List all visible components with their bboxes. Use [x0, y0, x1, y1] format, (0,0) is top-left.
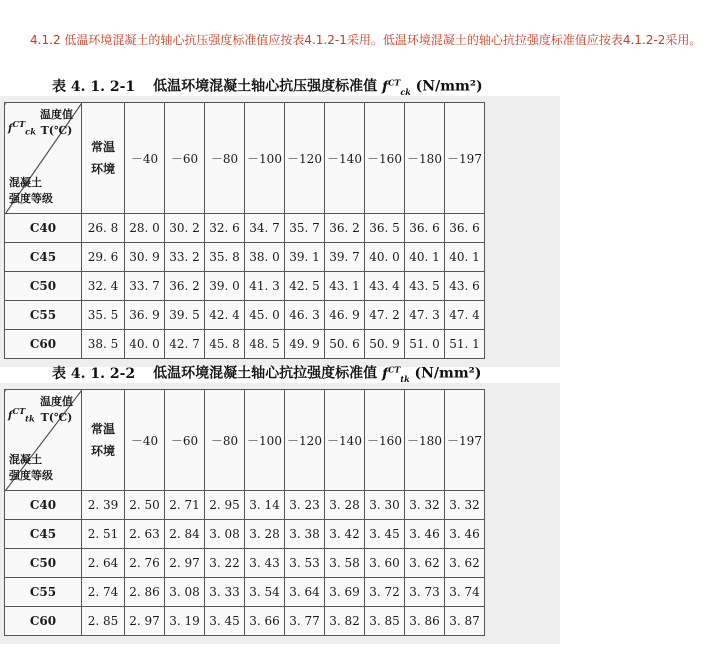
room-line: 常温	[90, 140, 115, 154]
temp-header: －140	[325, 103, 365, 214]
temp-header: －100	[245, 390, 285, 491]
temp-header: －60	[165, 390, 205, 491]
grade-cell: C45	[5, 520, 82, 549]
value-cell: 3. 64	[285, 578, 325, 607]
table-row	[5, 330, 485, 359]
value-cell: 45. 8	[205, 330, 245, 359]
temp-header: －80	[205, 390, 245, 491]
corner-line: 强度等级	[9, 469, 53, 482]
value-cell: 2. 71	[165, 491, 205, 520]
value-cell: 26. 8	[82, 214, 125, 243]
temp-header: －120	[285, 103, 325, 214]
data-table	[4, 389, 485, 636]
value-cell: 3. 62	[405, 549, 445, 578]
corner-line: T(℃)	[40, 411, 73, 424]
value-cell: 3. 32	[445, 491, 485, 520]
grade-cell: C55	[5, 301, 82, 330]
value-cell: 3. 85	[365, 607, 405, 636]
value-cell: 2. 63	[125, 520, 165, 549]
corner-line: 混凝土	[9, 453, 42, 466]
temp-header: －60	[165, 103, 205, 214]
value-cell: 32. 4	[82, 272, 125, 301]
strength-symbol: $f^{CT}_{ck}$	[8, 119, 36, 137]
value-cell: 33. 2	[165, 243, 205, 272]
value-cell: 36. 2	[325, 214, 365, 243]
value-cell: 3. 14	[245, 491, 285, 520]
corner-line: 温度值	[40, 108, 73, 121]
value-cell: 40. 0	[365, 243, 405, 272]
value-cell: 3. 82	[325, 607, 365, 636]
grade-cell: C50	[5, 549, 82, 578]
value-cell: 3. 46	[405, 520, 445, 549]
data-table	[4, 102, 485, 359]
grade-cell: C60	[5, 330, 82, 359]
corner-line: T(℃)	[40, 124, 73, 137]
temp-header: －80	[205, 103, 245, 214]
temp-header: －180	[405, 103, 445, 214]
value-cell: 3. 08	[205, 520, 245, 549]
value-cell: 3. 23	[285, 491, 325, 520]
corner-line: 强度等级	[9, 192, 53, 205]
value-cell: 36. 6	[445, 214, 485, 243]
value-cell: 29. 6	[82, 243, 125, 272]
value-cell: 48. 5	[245, 330, 285, 359]
temp-header: －40	[125, 390, 165, 491]
value-cell: 40. 1	[445, 243, 485, 272]
value-cell: 2. 86	[125, 578, 165, 607]
grade-cell: C60	[5, 607, 82, 636]
value-cell: 3. 62	[445, 549, 485, 578]
room-line: 环境	[90, 162, 115, 176]
value-cell: 43. 1	[325, 272, 365, 301]
grade-cell: C50	[5, 272, 82, 301]
table-block	[0, 70, 560, 367]
temp-header: －197	[445, 390, 485, 491]
value-cell: 2. 50	[125, 491, 165, 520]
value-cell: 51. 0	[405, 330, 445, 359]
value-cell: 2. 84	[165, 520, 205, 549]
value-cell: 50. 9	[365, 330, 405, 359]
value-cell: 3. 54	[245, 578, 285, 607]
value-cell: 39. 5	[165, 301, 205, 330]
value-cell: 35. 7	[285, 214, 325, 243]
value-cell: 3. 45	[205, 607, 245, 636]
value-cell: 36. 6	[405, 214, 445, 243]
value-cell: 36. 2	[165, 272, 205, 301]
value-cell: 39. 7	[325, 243, 365, 272]
room-temp-header	[82, 390, 125, 491]
value-cell: 3. 77	[285, 607, 325, 636]
value-cell: 2. 64	[82, 549, 125, 578]
table-row	[5, 578, 485, 607]
value-cell: 30. 9	[125, 243, 165, 272]
value-cell: 3. 42	[325, 520, 365, 549]
table-number: 表 4. 1. 2-2	[52, 365, 136, 382]
temp-header: －100	[245, 103, 285, 214]
value-cell: 3. 33	[205, 578, 245, 607]
corner-line: 混凝土	[9, 176, 42, 189]
temp-header: －120	[285, 390, 325, 491]
value-cell: 3. 69	[325, 578, 365, 607]
temp-header: －197	[445, 103, 485, 214]
value-cell: 45. 0	[245, 301, 285, 330]
strength-symbol: $f^{CT}_{tk}$	[382, 364, 410, 384]
value-cell: 32. 6	[205, 214, 245, 243]
table-title-text: 低温环境混凝土轴心抗压强度标准值	[153, 78, 383, 95]
table-row	[5, 272, 485, 301]
value-cell: 35. 8	[205, 243, 245, 272]
corner-header	[5, 103, 82, 214]
temp-header: －160	[365, 103, 405, 214]
value-cell: 3. 74	[445, 578, 485, 607]
value-cell: 41. 3	[245, 272, 285, 301]
temp-header: －140	[325, 390, 365, 491]
value-cell: 33. 7	[125, 272, 165, 301]
temp-header: －180	[405, 390, 445, 491]
value-cell: 36. 9	[125, 301, 165, 330]
table-title-text: 低温环境混凝土轴心抗拉强度标准值	[153, 365, 383, 382]
room-line: 常温	[90, 422, 115, 436]
value-cell: 43. 6	[445, 272, 485, 301]
value-cell: 47. 4	[445, 301, 485, 330]
value-cell: 3. 28	[325, 491, 365, 520]
corner-grade-label	[9, 175, 53, 207]
table-row	[5, 301, 485, 330]
value-cell: 3. 45	[365, 520, 405, 549]
corner-temp-label	[40, 107, 73, 139]
value-cell: 39. 0	[205, 272, 245, 301]
value-cell: 3. 19	[165, 607, 205, 636]
intro-paragraph: 4.1.2 低温环境混凝土的轴心抗压强度标准值应按表4.1.2-1采用。低温环境混凝土的轴心抗拉强度标准值应按表4.1.2-2采用。	[30, 33, 702, 47]
temp-header: －40	[125, 103, 165, 214]
value-cell: 3. 32	[405, 491, 445, 520]
grade-cell: C55	[5, 578, 82, 607]
room-temp-header	[82, 103, 125, 214]
corner-header	[5, 390, 82, 491]
strength-symbol: $f^{CT}_{ck}$	[382, 77, 411, 97]
value-cell: 50. 6	[325, 330, 365, 359]
value-cell: 3. 43	[245, 549, 285, 578]
table-row	[5, 214, 485, 243]
value-cell: 2. 95	[205, 491, 245, 520]
value-cell: 39. 1	[285, 243, 325, 272]
value-cell: 3. 38	[285, 520, 325, 549]
corner-temp-label	[40, 394, 73, 426]
table-row	[5, 520, 485, 549]
value-cell: 2. 76	[125, 549, 165, 578]
value-cell: 2. 97	[125, 607, 165, 636]
value-cell: 43. 4	[365, 272, 405, 301]
temp-header: －160	[365, 390, 405, 491]
corner-line: 温度值	[40, 395, 73, 408]
table-row	[5, 491, 485, 520]
table-unit: (N/mm²)	[409, 365, 482, 382]
table-unit: (N/mm²)	[410, 78, 483, 95]
value-cell: 38. 5	[82, 330, 125, 359]
value-cell: 3. 60	[365, 549, 405, 578]
value-cell: 3. 30	[365, 491, 405, 520]
grade-cell: C40	[5, 214, 82, 243]
value-cell: 28. 0	[125, 214, 165, 243]
value-cell: 3. 72	[365, 578, 405, 607]
table-row	[5, 549, 485, 578]
value-cell: 3. 22	[205, 549, 245, 578]
value-cell: 3. 66	[245, 607, 285, 636]
value-cell: 43. 5	[405, 272, 445, 301]
table-number: 表 4. 1. 2-1	[52, 78, 136, 95]
value-cell: 35. 5	[82, 301, 125, 330]
table-block	[0, 357, 560, 644]
value-cell: 34. 7	[245, 214, 285, 243]
value-cell: 3. 87	[445, 607, 485, 636]
grade-cell: C40	[5, 491, 82, 520]
room-line: 环境	[90, 444, 115, 458]
table-title	[0, 357, 560, 384]
value-cell: 42. 4	[205, 301, 245, 330]
value-cell: 3. 73	[405, 578, 445, 607]
corner-grade-label	[9, 452, 53, 484]
value-cell: 42. 7	[165, 330, 205, 359]
strength-symbol: $f^{CT}_{tk}$	[8, 406, 35, 424]
grade-cell: C45	[5, 243, 82, 272]
value-cell: 40. 0	[125, 330, 165, 359]
value-cell: 3. 08	[165, 578, 205, 607]
table-scan	[0, 96, 560, 367]
value-cell: 46. 3	[285, 301, 325, 330]
value-cell: 2. 51	[82, 520, 125, 549]
value-cell: 47. 2	[365, 301, 405, 330]
value-cell: 3. 53	[285, 549, 325, 578]
value-cell: 3. 46	[445, 520, 485, 549]
value-cell: 51. 1	[445, 330, 485, 359]
value-cell: 30. 2	[165, 214, 205, 243]
table-title	[0, 70, 560, 97]
value-cell: 2. 39	[82, 491, 125, 520]
value-cell: 3. 58	[325, 549, 365, 578]
value-cell: 2. 74	[82, 578, 125, 607]
table-row	[5, 243, 485, 272]
table-scan	[0, 383, 560, 644]
value-cell: 3. 86	[405, 607, 445, 636]
value-cell: 42. 5	[285, 272, 325, 301]
value-cell: 3. 28	[245, 520, 285, 549]
value-cell: 2. 97	[165, 549, 205, 578]
value-cell: 40. 1	[405, 243, 445, 272]
value-cell: 46. 9	[325, 301, 365, 330]
value-cell: 49. 9	[285, 330, 325, 359]
value-cell: 36. 5	[365, 214, 405, 243]
value-cell: 2. 85	[82, 607, 125, 636]
value-cell: 47. 3	[405, 301, 445, 330]
value-cell: 38. 0	[245, 243, 285, 272]
table-row	[5, 607, 485, 636]
